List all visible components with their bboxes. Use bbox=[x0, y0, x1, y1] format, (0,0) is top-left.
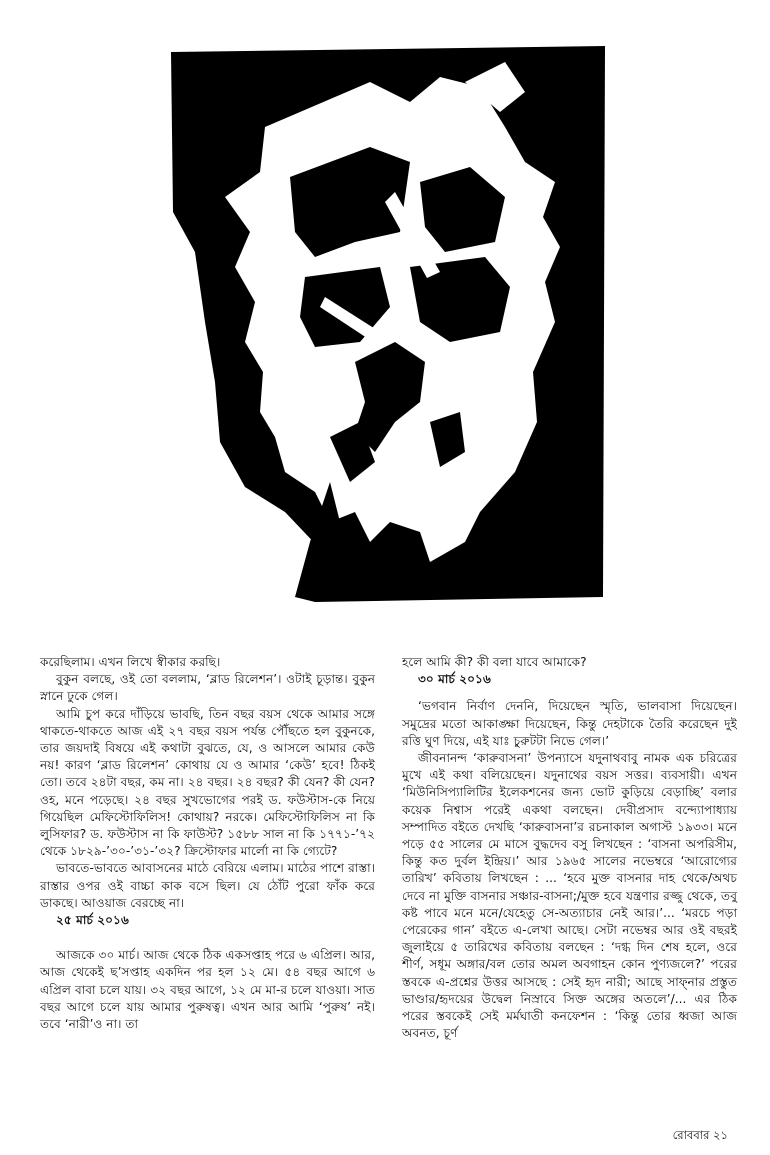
paragraph: আমি চুপ করে দাঁড়িয়ে ভাবছি, তিন বছর বয়স থেকে আমার সঙ্গে থাকতে-থাকতে আজ এই ২৭ বছর বয়স পর্যন্ত পৌঁছতে হল বুকুনকে, তার জয়দাই বিষয়ে এই কথাটা বুঝতে, যে, ও আসলে আমার কেউ নয়! কারণ ‘ব্লাড রিলেশন’ কোথায় যে ও আমার ‘কেউ’ হবে! ঠিকই তো। তবে ২৪টা বছর, কম না। ২৪ বছর। ২৪ বছর? কী যেন? কী যেন? ওহ, মনে পড়েছে। ২৪ বছর সুখভোগের পরই ড. ফউস্টাস-কে নিয়ে গিয়েছিল মেফিস্টোফিলিস! কোথায়? নরকে। মেফিস্টোফিলিস না কি লুসিফার? ড. ফউস্টাস না কি ফাউস্ট? ১৫৮৮ সাল না কি ১৭৭১-’৭২ থেকে ১৮২৯-’৩০-’৩১-’৩২? ক্রিস্টোফার মার্লো না কি গ্যেটে? bbox=[40, 706, 375, 859]
paragraph: করেছিলাম। এখন লিখে স্বীকার করছি। bbox=[40, 655, 221, 669]
right-column bbox=[402, 654, 737, 1042]
paragraph: হলে আমি কী? কী বলা যাবে আমাকে? bbox=[402, 655, 587, 669]
left-column bbox=[40, 654, 375, 1033]
paragraph: ‘ভগবান নির্বাণ দেননি, দিয়েছেন স্মৃতি, ভালবাসা দিয়েছেন। সমুদ্রের মতো আকাঙ্ক্ষা দিয়েছেন, কিন্তু দেহটাকে তৈরি করেছেন দুই রত্তি ঘুণ দিয়ে, এই যাঃ চুরুটটা নিভে গেল।’ bbox=[402, 699, 737, 748]
paragraph: জীবনানন্দ ‘কারুবাসনা’ উপন্যাসে যদুনাথবাবু নামক এক চরিত্রের মুখে এই কথা বলিয়েছেন। যদুনাথের বয়স সত্তর। ব্যবসায়ী। এখন ‘মিউনিসিপ্যালিটির ইলেকশনের জন্য ভোট কুড়িয়ে বেড়াচ্ছি’ বলার কয়েক নিশ্বাস পরেই একথা বলছেন। দেবীপ্রসাদ বন্দ্যোপাধ্যায় সম্পাদিত বইতে দেখছি ‘কারুবাসনা’র রচনাকাল অগাস্ট ১৯৩৩। মনে পড়ে ৫৫ সালের মে মাসে বুদ্ধদেব বসু লিখছেন : ‘বাসনা অপরিসীম, কিন্তু কত দুর্বল ইন্দ্রিয়।’ আর ১৯৬৫ সালের নভেম্বরে ‘আরোগ্যের তারিখ’ কবিতায় লিখছেন : ... ‘হবে মুক্ত বাসনার দাহ থেকে/অথচ দেবে না মুক্তি বাসনার সঞ্চার-বাসনা;/মুক্ত হবে যন্ত্রণার রজ্জু থেকে, তবু কষ্ট পাবে মনে মনে/যেহেতু সে-অত্যাচার নেই আর।’... ‘মরচে পড়া পেরেকের গান’ বইতে এ-লেখা আছে। সেটা নভেম্বর আর ওই বছরই জুলাইয়ে ৫ তারিখের কবিতায় বলছেন : ‘দগ্ধ দিন শেষ হলে, ওরে শীর্ণ, সধূম অঙ্গার/বল তোর অমল অবগাহন কোন পুণ্যজলে?’ পরের স্তবকে এ-প্রশ্নের উত্তর আসছে : সেই হৃদ নারী; আছে সাফ্নার প্রস্তুত ভাণ্ডার/হৃদয়ের উদ্বেল নিস্রাবে সিক্ত অঙ্গের অতলে’/... এর ঠিক পরের স্তবকেই সেই মর্মঘাতী কনফেশন : ‘কিন্তু তোর ধ্বজা আজ অবনত, চূর্ণ bbox=[402, 751, 737, 1041]
dateline: ২৫ মার্চ ২০১৬ bbox=[56, 913, 129, 928]
dateline: ৩০ মার্চ ২০১৬ bbox=[418, 672, 491, 687]
page-folio: রোববার ২১ bbox=[672, 1128, 728, 1142]
paragraph: ভাবতে-ভাবতে আবাসনের মাঠে বেরিয়ে এলাম। মাঠের পাশে রাস্তা। রাস্তার ওপর ওই বাচ্চা কাক বসে ছিল। যে ঠোঁট পুরো ফাঁক করে ডাকছে। আওয়াজ বেরচ্ছে না। bbox=[40, 861, 375, 910]
paragraph: বুকুন বলছে, ওই তো বললাম, ‘ব্লাড রিলেশন’। ওটাই চূড়ান্ত। বুকুন স্নানে ঢুকে গেল। bbox=[40, 672, 375, 704]
paragraph: আজকে ৩০ মার্চ। আজ থেকে ঠিক একসপ্তাহ পরে ৬ এপ্রিল। আর, আজ থেকেই ছ’সপ্তাহ একদিন পর হল ১২ মে। ৫৪ বছর আগে ৬ এপ্রিল বাবা চলে যায়। ৩২ বছর আগে, ১২ মে মা-র চলে যাওয়া। সাত বছর আগে চলে যায় আমার পুরুষত্ব। এখন আর আমি ‘পুরুষ’ নই। তবে ‘নারী’ও না। তা bbox=[40, 948, 375, 1032]
bearded-man-portrait bbox=[165, 42, 610, 607]
